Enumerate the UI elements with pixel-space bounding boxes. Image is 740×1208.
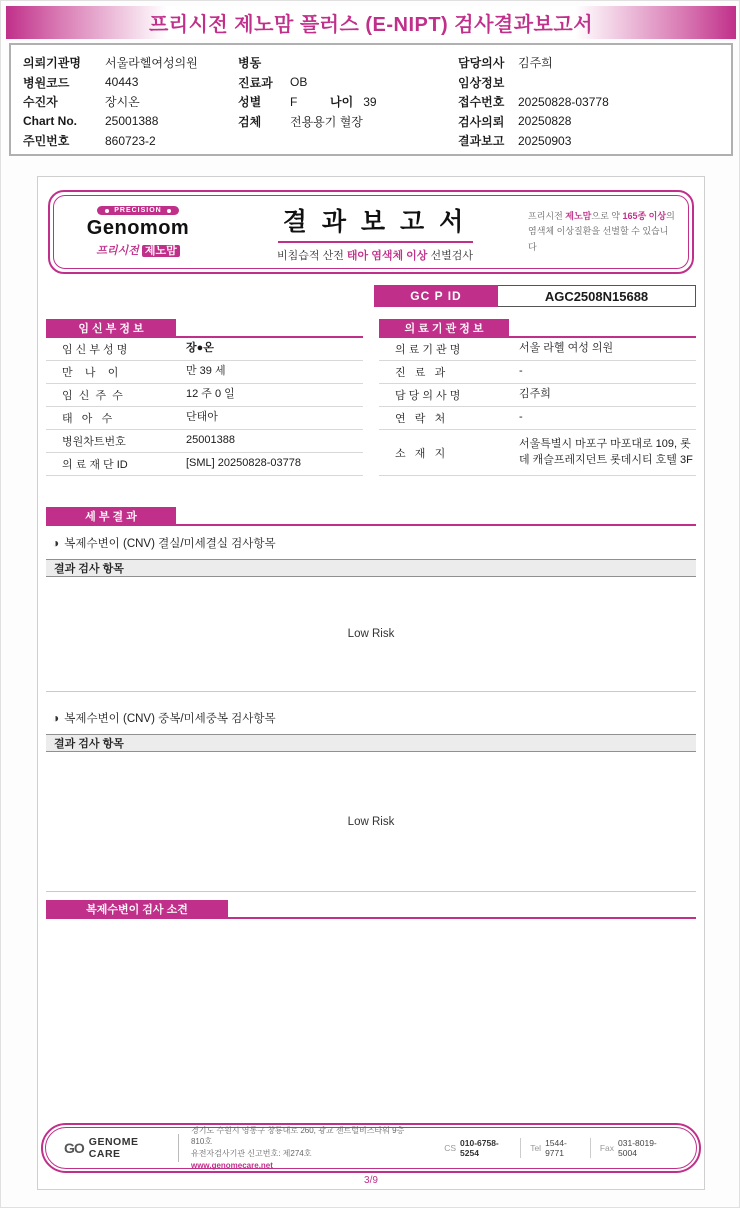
field-specimen: 검체 전용용기 혈장 bbox=[238, 114, 363, 129]
age-value: 39 bbox=[363, 94, 377, 109]
contact-cs: CS 010-6758-5254 bbox=[444, 1138, 499, 1158]
patient-header-col3 bbox=[458, 53, 731, 154]
mother-info-header-row bbox=[46, 319, 363, 338]
gcp-id-row bbox=[38, 285, 704, 307]
brand-name: Genomom bbox=[86, 217, 190, 239]
footer-contacts bbox=[435, 1138, 678, 1158]
report-header-title: 결 과 보 고 서 bbox=[282, 207, 468, 236]
field-clinical-info: 임상정보 bbox=[458, 75, 505, 90]
brand-korean: 프리시전 제노맘 bbox=[96, 242, 179, 258]
website-link: www.genomecare.net bbox=[190, 1160, 273, 1170]
report-title: 프리시전 제노맘 플러스 (E-NIPT) 검사결과보고서 bbox=[148, 14, 594, 36]
table-row: 병원차트번호 25001388 bbox=[46, 430, 363, 453]
age-label: 나이 bbox=[330, 95, 354, 110]
report-header-subtitle: 비침습적 산전 태아 염색체 이상 선별검사 bbox=[277, 249, 473, 262]
table-row: 임 신 주 수 12 주 0 일 bbox=[46, 384, 363, 407]
contact-tel: Tel 1544-9771 bbox=[520, 1138, 590, 1158]
badge-dot-icon bbox=[105, 209, 109, 213]
footer-divider bbox=[178, 1134, 179, 1162]
field-ward: 병동 bbox=[238, 56, 262, 71]
report-title-bar bbox=[6, 6, 736, 39]
clinic-info-header-row bbox=[379, 319, 696, 338]
precision-badge bbox=[97, 206, 179, 215]
cnv-duplication-result-area bbox=[46, 752, 696, 892]
info-tables bbox=[46, 319, 696, 476]
gcp-id-label: GC P ID bbox=[374, 285, 498, 307]
field-requesting-org: 의뢰기관명 서울라헬여성의원 bbox=[23, 56, 198, 71]
patient-header-col1 bbox=[23, 53, 238, 154]
report-header-inner bbox=[53, 195, 689, 269]
cnv-deletion-result: Low Risk bbox=[347, 628, 395, 640]
report-header-note: 프리시전 제노맘으로 약 165종 이상의 염색체 이상질환을 선별할 수 있습니다 bbox=[528, 211, 675, 252]
footer-frame bbox=[41, 1123, 701, 1173]
table-row: 의 료 재 단 ID [SML] 20250828-03778 bbox=[46, 453, 363, 476]
cnv-deletion-result-area bbox=[46, 577, 696, 692]
table-row: 담 당 의 사 명 김주희 bbox=[379, 384, 696, 407]
field-result-report-date: 결과보고 20250903 bbox=[458, 133, 572, 149]
half-circle-icon: ◑ bbox=[52, 536, 60, 550]
table-row: 의 료 기 관 명 서울 라헬 여성 의원 bbox=[379, 338, 696, 361]
field-patient-name: 수진자 장시온 bbox=[23, 95, 140, 110]
patient-header-box bbox=[9, 43, 733, 156]
field-resident-no: 주민번호 860723-2 bbox=[23, 133, 156, 149]
cnv-deletion-table-header: 결과 검사 항목 bbox=[46, 559, 696, 577]
patient-header-col2 bbox=[238, 53, 458, 154]
title-underline bbox=[278, 241, 473, 243]
field-receipt-no: 접수번호 20250828-03778 bbox=[458, 94, 609, 110]
cnv-duplication-title: ◑ 복제수변이 (CNV) 중복/미세중복 검사항목 bbox=[52, 711, 276, 725]
table-row: 연 락 처 - bbox=[379, 407, 696, 430]
clinic-info-table bbox=[379, 319, 696, 476]
details-section-header-row bbox=[46, 507, 696, 526]
badge-dot-icon bbox=[167, 209, 171, 213]
mother-info-table bbox=[46, 319, 363, 476]
report-body bbox=[37, 176, 705, 1190]
findings-section-header: 복제수변이 검사 소견 bbox=[46, 900, 228, 917]
gcp-id-value: AGC2508N15688 bbox=[498, 285, 696, 307]
findings-section-header-row bbox=[46, 900, 696, 919]
genomom-logo bbox=[54, 206, 222, 258]
footer bbox=[45, 1127, 697, 1169]
cnv-deletion-title: ◑ 복제수변이 (CNV) 결실/미세결실 검사항목 bbox=[52, 536, 276, 550]
details-section-header: 세 부 결 과 bbox=[46, 507, 176, 524]
table-row: 임 신 부 성 명 장●온 bbox=[46, 338, 363, 361]
contact-fax: Fax 031-8019-5004 bbox=[590, 1138, 678, 1158]
table-row: 소 재 지 서울특별시 마포구 마포대로 109, 롯데 캐슬프레지던트 롯데시티 호텔 3F bbox=[379, 430, 696, 476]
table-row: 태 아 수 단태아 bbox=[46, 407, 363, 430]
genomecare-logo-text: GENOME CARE bbox=[88, 1136, 139, 1160]
report-header-title-block bbox=[222, 202, 528, 263]
field-hospital-code: 병원코드 40443 bbox=[23, 75, 139, 90]
page-number: 3/9 bbox=[364, 1175, 378, 1186]
cnv-duplication-result: Low Risk bbox=[347, 815, 395, 828]
field-chart-no: Chart No. 25001388 bbox=[23, 114, 159, 129]
genomecare-logo bbox=[64, 1136, 166, 1160]
half-circle-icon: ◑ bbox=[52, 711, 60, 725]
footer-address: 경기도 수원시 영통구 창룡대로 260, 광교 센트럴비즈타워 9층 810호 유전자검사기관 신고번호: 제274호 www.genomecare.net bbox=[190, 1125, 405, 1170]
mother-info-header: 임 신 부 정 보 bbox=[46, 319, 176, 336]
field-test-request-date: 검사의뢰 20250828 bbox=[458, 114, 572, 129]
badge-text: PRECISION bbox=[114, 207, 162, 214]
clinic-info-header: 의 료 기 관 정 보 bbox=[379, 319, 509, 336]
field-doctor: 담당의사 김주희 bbox=[458, 56, 553, 71]
table-row: 진 료 과 - bbox=[379, 361, 696, 384]
table-row: 만 나 이 만 39 세 bbox=[46, 361, 363, 384]
genomecare-logo-icon: GO bbox=[64, 1140, 84, 1156]
field-sex-age: 성별 F 나이 39 bbox=[238, 94, 377, 110]
field-department: 진료과 OB bbox=[238, 75, 308, 90]
report-header-frame bbox=[48, 190, 694, 274]
cnv-duplication-table-header: 결과 검사 항목 bbox=[46, 734, 696, 752]
